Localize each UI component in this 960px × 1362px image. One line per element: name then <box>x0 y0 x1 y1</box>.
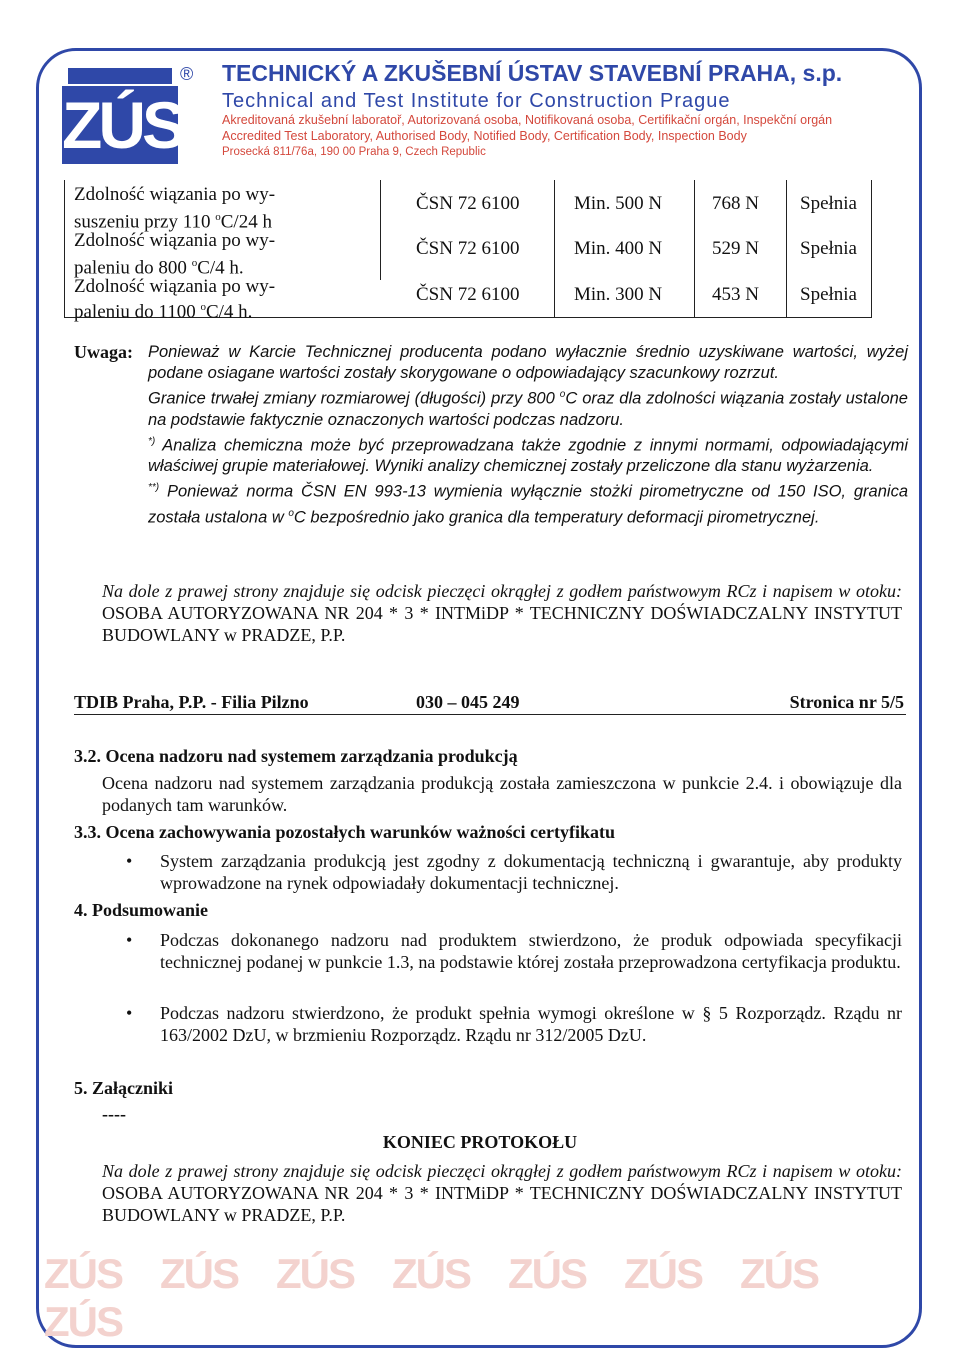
requirement-cell: Min. 400 N <box>574 238 663 259</box>
watermark-logo: ZÚS <box>624 1250 702 1297</box>
section-heading: 4. Podsumowanie <box>74 900 209 920</box>
remark-paragraph: **) Ponieważ norma ČSN EN 993-13 wymienia wyłącznie stożki pirometryczne od 150 ISO, granica została ustalona w $^o$C bezpośrednio jako granica dla temperatury deformacji pirometrycznej. <box>148 482 908 526</box>
table-border-left <box>64 180 65 318</box>
watermark-logo: ZÚS <box>276 1250 354 1297</box>
requirement-cell: Min. 300 N <box>574 284 663 305</box>
table-divider <box>786 180 787 318</box>
results-table <box>64 180 872 323</box>
bullet-icon: • <box>126 930 133 950</box>
property-line: paleniu do 800 $^o$C/4 h. <box>74 257 244 279</box>
property-line: suszeniu przy 110 $^o$C/24 h <box>74 211 272 233</box>
section-heading: 3.2. Ocena nadzoru nad systemem zarządzania produkcją <box>74 746 518 766</box>
watermark-logo: ZÚS <box>44 1298 122 1345</box>
property-line: Zdolność wiązania po wy- <box>74 230 276 251</box>
watermark-logo: ZÚS <box>160 1250 238 1297</box>
attachments-content: ---- <box>102 1104 126 1124</box>
logo-text: ZÚS <box>62 88 182 162</box>
letterhead <box>62 58 892 168</box>
table-divider <box>554 180 555 318</box>
standard-cell: ČSN 72 6100 <box>416 193 520 214</box>
footer-page-number: Stronica nr 5/5 <box>789 692 904 712</box>
section-heading: 5. Załączniki <box>74 1078 174 1098</box>
zus-logo <box>62 68 182 164</box>
accreditation-cz: Akreditovaná zkušební laboratoř, Autorizovaná osoba, Notifikovaná osoba, Certifikační orgán, Inspekční orgán <box>222 113 833 127</box>
table-divider <box>694 180 695 318</box>
page-footer <box>74 692 906 715</box>
registered-mark: ® <box>180 64 194 84</box>
result-cell: 529 N <box>712 238 759 259</box>
verdict-cell: Spełnia <box>800 238 857 259</box>
remark-paragraph: Granice trwałej zmiany rozmiarowej (długości) przy 800 $^o$C oraz dla zdolności wiązania zostały ustalone na podstawie faktycznie oznaczonych wartości podczas nadzoru. <box>148 389 908 429</box>
property-line: Zdolność wiązania po wy- <box>74 276 276 297</box>
bullet-item: System zarządzania produkcją jest zgodny z dokumentacją techniczną i gwarantuje, aby produkty wprowadzone na rynek odpowiadały dokumentacji technicznej. <box>160 851 902 893</box>
watermark-logo: ZÚS <box>508 1250 586 1297</box>
verdict-cell: Spełnia <box>800 193 857 214</box>
requirement-cell: Min. 500 N <box>574 193 663 214</box>
watermark-logo: ZÚS <box>392 1250 470 1297</box>
table-divider <box>380 180 381 280</box>
footer-branch: TDIB Praha, P.P. - Filia Pilzno <box>74 692 309 712</box>
section-paragraph: Ocena nadzoru nad systemem zarządzania produkcją została zamieszczona w punkcie 2.4. i obowiązuje dla podanych tam warunków. <box>102 773 902 815</box>
stamp-note: Na dole z prawej strony znajduje się odcisk pieczęci okrągłej z godłem państwowym RCz i napisem w otoku: OSOBA AUTORYZOWANA NR 204 * 3 * INTMiDP * TECHNICZNY DOŚWIADCZALNY INSTYTUT BUDOWLANY w PRADZE, P.P. <box>102 581 902 645</box>
remark-paragraph: Ponieważ w Karcie Technicznej producenta podano wyłacznie średnio uzyskiwane wartości, wyżej podane osiagane wartości zostały skorygowane o odpowiadający szacunkowy rozrzut. <box>148 343 908 382</box>
bullet-item: Podczas nadzoru stwierdzono, że produkt spełnia wymogi określone w § 5 Rozporządz. Rządu nr 163/2002 DzU, w brzmieniu Rozporządz. Rządu nr 312/2005 DzU. <box>160 1003 902 1045</box>
accreditation-en: Accredited Test Laboratory, Authorised Body, Notified Body, Certification Body, Inspection Body <box>222 129 747 143</box>
bullet-icon: • <box>126 851 133 871</box>
property-line: Zdolność wiązania po wy- <box>74 184 276 205</box>
remark-paragraph: *) Analiza chemiczna może być przeprowadzana także zgodnie z innymi normami, odpowiadającymi właściwej grupie materiałowej. Wyniki analizy chemicznej zostały przeliczone dla stanu wyżarzenia. <box>148 435 908 475</box>
section-heading: 3.3. Ocena zachowywania pozostałych warunków ważności certyfikatu <box>74 822 615 842</box>
end-of-report-title: KONIEC PROTOKOŁU <box>382 1132 578 1152</box>
logo-bar <box>68 68 172 84</box>
standard-cell: ČSN 72 6100 <box>416 284 520 305</box>
remarks-label: Uwaga: <box>74 342 133 362</box>
property-line: paleniu do 1100 $^o$C/4 h. <box>74 301 253 323</box>
bullet-icon: • <box>126 1003 133 1023</box>
standard-cell: ČSN 72 6100 <box>416 238 520 259</box>
institute-title-cz: TECHNICKÝ A ZKUŠEBNÍ ÚSTAV STAVEBNÍ PRAHA, s.p. <box>222 60 843 86</box>
verdict-cell: Spełnia <box>800 284 857 305</box>
remarks-body <box>148 342 908 528</box>
watermark-strip <box>44 1250 914 1345</box>
result-cell: 453 N <box>712 284 759 305</box>
bullet-item: Podczas dokonanego nadzoru nad produktem stwierdzono, że produk odpowiada specyfikacji technicznej podanej w punkcie 1.3, na podstawie której została przeprowadzona certyfikacja produktu. <box>160 930 902 972</box>
stamp-note: Na dole z prawej strony znajduje się odcisk pieczęci okrągłej z godłem państwowym RCz i napisem w otoku: OSOBA AUTORYZOWANA NR 204 * 3 * INTMiDP * TECHNICZNY DOŚWIADCZALNY INSTYTUT BUDOWLANY w PRADZE, P.P. <box>102 1161 902 1225</box>
result-cell: 768 N <box>712 193 759 214</box>
watermark-logo: ZÚS <box>44 1250 122 1297</box>
table-border-right <box>871 180 872 318</box>
footer-doc-number: 030 – 045 249 <box>416 692 520 712</box>
institute-title-en: Technical and Test Institute for Construction Prague <box>222 90 731 112</box>
watermark-logo: ZÚS <box>740 1250 818 1297</box>
institute-address: Prosecká 811/76a, 190 00 Praha 9, Czech Republic <box>222 146 486 158</box>
